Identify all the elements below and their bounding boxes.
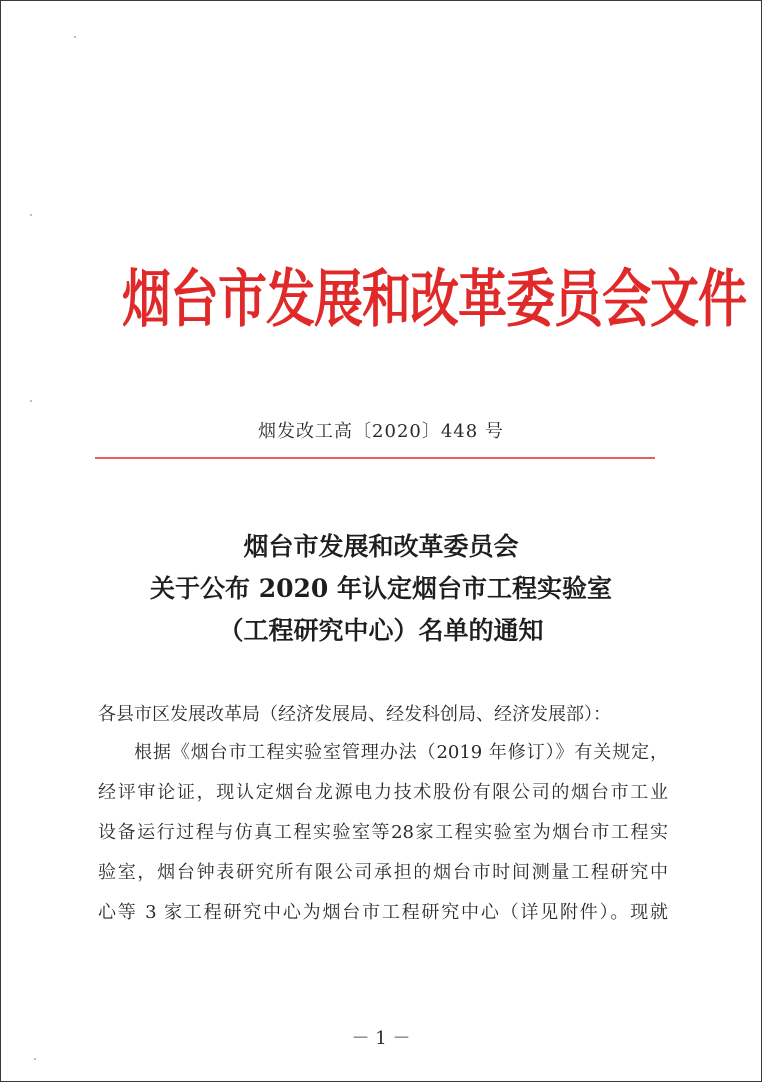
body-line-5: 心等 3 家工程研究中心为烟台市工程研究中心（详见附件）。现就: [98, 902, 668, 923]
agency-header-title: 烟台市发展和改革委员会文件: [122, 262, 747, 336]
notice-title-line-1: 烟台市发展和改革委员会: [243, 532, 519, 561]
notice-title: [0, 526, 762, 652]
scan-speck: [30, 214, 32, 216]
body-line-1: 根据《烟台市工程实验室管理办法（2019 年修订）》有关规定，: [134, 742, 668, 763]
scan-speck: [34, 1058, 36, 1060]
body-paragraph: [98, 733, 668, 933]
notice-title-line-3: （工程研究中心）名单的通知: [218, 616, 544, 645]
salutation: 各县市区发展改革局（经济发展局、经发科创局、经济发展部）：: [98, 704, 611, 725]
body-line-3: 设备运行过程与仿真工程实验室等28家工程实验室为烟台市工程实: [98, 822, 668, 843]
document-number: 烟发改工高〔2020〕448 号: [258, 421, 504, 442]
scan-speck: [30, 400, 32, 402]
notice-title-line-2: 关于公布 2020 年认定烟台市工程实验室: [150, 574, 612, 603]
body-line-4: 验室，烟台钟表研究所有限公司承担的烟台市时间测量工程研究中: [98, 862, 668, 883]
body-line-2: 经评审论证，现认定烟台龙源电力技术股份有限公司的烟台市工业: [98, 782, 668, 803]
red-divider-line: [95, 457, 655, 459]
page-number: － 1 －: [351, 1028, 411, 1049]
scan-speck: [74, 36, 76, 38]
